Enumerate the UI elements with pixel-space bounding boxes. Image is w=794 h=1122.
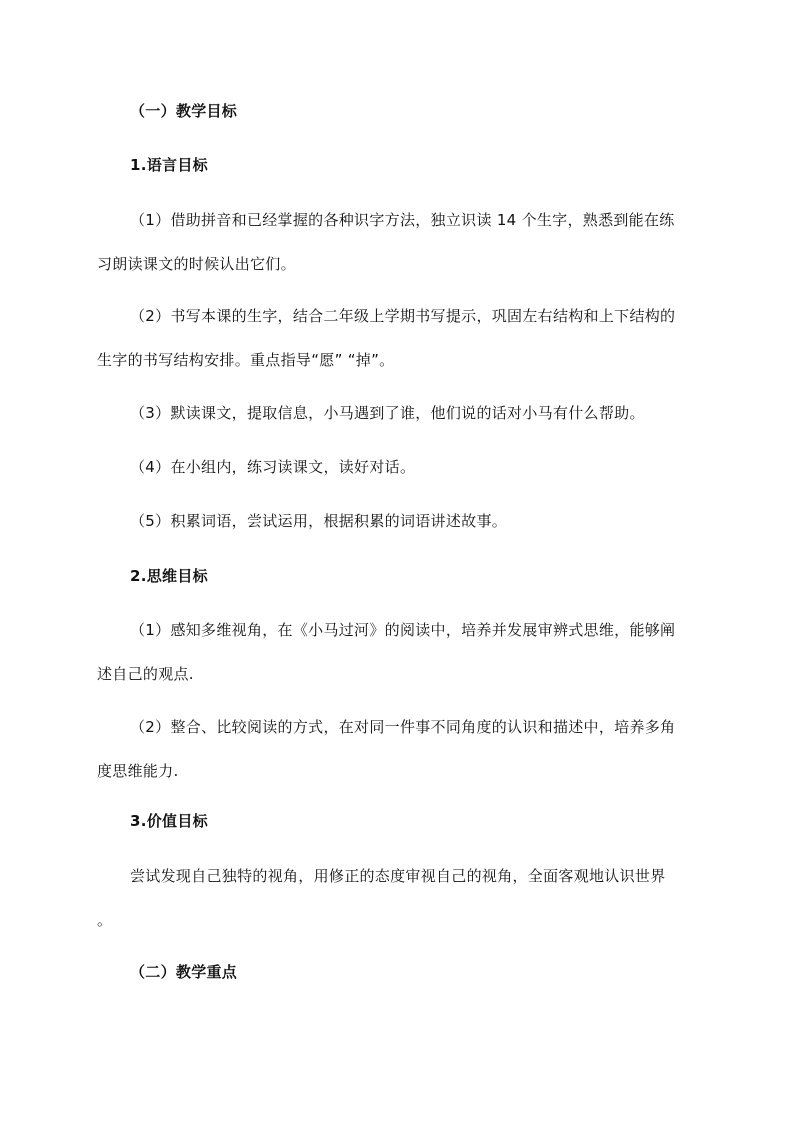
paragraph-line: 生字的书写结构安排。重点指导“愿” “掉”。 [97,351,395,369]
section-heading: （一）教学目标 [130,102,238,120]
paragraph-line: （2）整合、比较阅读的方式，在对同一件事不同角度的认识和描述中，培养多角 [130,718,676,736]
subsection-heading: 2.思维目标 [130,567,208,585]
paragraph-line: （1）感知多维视角，在《小马过河》的阅读中，培养并发展审辨式思维，能够阐 [130,621,676,639]
subsection-heading: 1.语言目标 [130,156,208,174]
paragraph-line: 述自己的观点. [97,665,194,683]
paragraph-line: （2）书写本课的生字，结合二年级上学期书写提示，巩固左右结构和上下结构的 [130,307,676,325]
paragraph-line: 。 [97,911,113,929]
paragraph-line: （1）借助拼音和已经掌握的各种识字方法，独立识读 14 个生字，熟悉到能在练 [130,211,675,229]
paragraph-line: 度思维能力. [97,762,179,780]
subsection-heading: 3.价值目标 [130,812,208,830]
paragraph-line: （4）在小组内，练习读课文，读好对话。 [130,458,416,476]
section-heading: （二）教学重点 [130,963,238,981]
paragraph-line: （3）默读课文，提取信息，小马遇到了谁，他们说的话对小马有什么帮助。 [130,404,645,422]
paragraph-line: （5）积累词语，尝试运用，根据积累的词语讲述故事。 [130,512,508,530]
paragraph-line: 习朗读课文的时候认出它们。 [97,255,296,273]
paragraph-line: 尝试发现自己独特的视角，用修正的态度审视自己的视角，全面客观地认识世界 [130,867,666,885]
